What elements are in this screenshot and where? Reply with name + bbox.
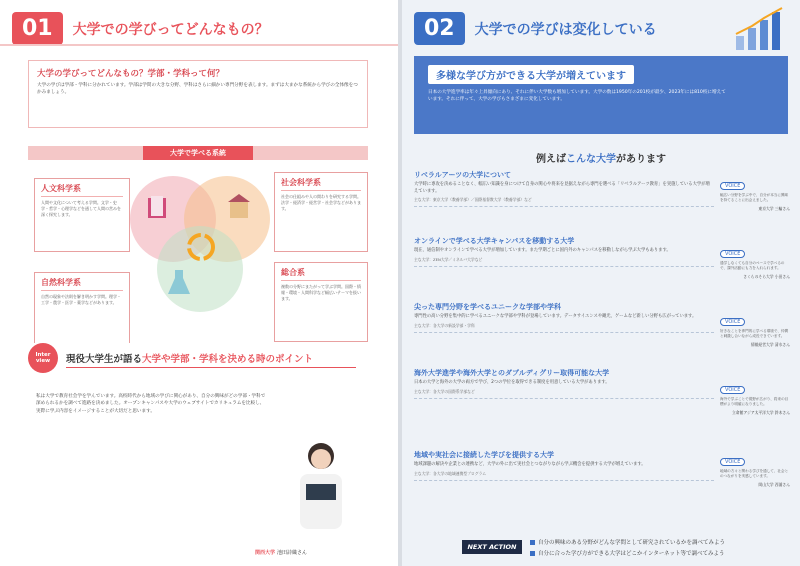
section-number: 01 [12,12,63,45]
card-title: オンラインで学べる大学キャンパスを移動する大学 [414,237,575,245]
interviewee-name: 池田詩織さん [277,550,308,556]
examples-heading [414,150,788,165]
field-title: 自然科学系 [41,277,123,291]
field-band [28,146,368,160]
question-text: 大学の学びは学部・学科に分かれています。学部は学問の大きな分野、学科はさらに細かい専門分野を表します。まずは大まかな系統から学びの全体像をつかみましょう。 [37,83,358,96]
section-01-header [12,12,269,45]
field-title: 総合系 [281,267,361,281]
next-action-text: 自分の興味のある分野がどんな学問として研究されているかを調べてみよう [538,540,726,546]
voice-text: 地域の方々と関わる学びを通して、社会とのつながりを実感しています。 [720,469,789,479]
example-card-2 [414,236,714,267]
voice-name: 岡山大学 西浦さん [758,481,790,487]
interview-section [28,343,368,556]
interview-text: 私は大学で教育社会学を学んでいます。高校時代から地域の学びに関心があり、自分の興味がどの学部・学科で深められるかを調べて進路を決めました。オープンキャンパスや大学のウェブサイトでカリキュラムを比較し、実際に学ぶ内容をイメージすることが大切だと思います。 [36,394,266,414]
hero-title: 多様な学び方ができる大学が増えています [428,65,634,84]
voice-name: 東京大学 三輪さん [758,205,790,211]
field-title: 人文科学系 [41,183,123,197]
voice-name: 立命館アジア太平洋大学 鈴木さん [731,409,790,415]
next-action-text: 自分に合った学び方ができる大学はどこかインターネット等で調べてみよう [538,551,725,557]
field-humanities [34,178,130,252]
voice-text: 海外で学ぶことで視野が広がり、将来の目標がより明確になりました。 [720,397,789,407]
building-icon [226,192,252,220]
card-desc: 地域課題の解決や企業との連携など、大学の外に出て実社会とつながりながら学ぶ機会を提供する大学が増えています。 [414,462,646,467]
cycle-arrows-icon [184,230,218,264]
section-title: 大学での学びってどんなもの？ [72,21,269,38]
voice-text: 好きなことを専門的に学べる環境で、仲間と刺激し合いながら成長できています。 [720,329,789,339]
voice-text: 幅広い分野を学ぶ中で、自分が本当に興味を持てることに出会えました。 [720,193,789,203]
voice-name: さくらのそら大学 小田さん [743,273,790,279]
card-title: 地域や実社会に接続した学びを提供する大学 [414,451,554,459]
voice-tag: VOICE [720,458,745,466]
field-desc: 社会の仕組みや人の関わりを研究する学問。法学・経済学・経営学・社会学などがあります。 [281,194,361,211]
card-desc: 大学時に専攻を決めることなく、幅広い知識を身につけて自身の関心や将来を見据えながら専門を選べる「リベラルアーツ教育」を実施している大学が増えています。 [414,182,710,194]
section-number: 02 [414,12,465,45]
next-action-item-2 [530,549,725,557]
voice-5 [720,448,790,488]
card-desc: 現在、通信制やオンラインで学べる大学が増加しています。また学期ごとに国内外のキャンパスを移動しながら学ぶ大学もあります。 [414,248,671,253]
voice-4 [720,376,790,416]
hero-box [414,56,788,134]
voice-3 [720,308,790,348]
next-action-label: NEXT ACTION [462,540,522,554]
interview-title-b: 大学や学部・学科を決める時のポイント [142,354,314,365]
section-02-header [414,12,657,45]
book-icon [146,194,168,220]
next-action-item-1 [530,538,725,546]
field-desc: 人間や文化について考える学問。文学・史学・哲学・心理学などを通して人間の営みを深く探究します。 [41,200,121,217]
voice-text: 通学しなくても自分のペースで学べるので、課外活動にも力を入れられます。 [720,261,785,271]
field-general [274,262,368,342]
checkbox-icon [530,551,535,556]
card-title: リベラルアーツの大学について [414,171,512,179]
venn-diagram [130,168,270,318]
field-desc: 自然の現象や法則を解き明かす学問。理学・工学・農学・医学・薬学などがあります。 [41,294,121,305]
field-social [274,172,368,252]
example-card-3 [414,302,714,333]
section-title: 大学での学びは変化している [474,21,657,38]
example-card-1 [414,170,714,207]
hero-text: 日本の大学進学率は年々上昇傾向にあり、それに伴い大学数も増加しています。大学の数は1950年の201校が最少、2023年には810校に増えています。それに伴って、大学の学びもさまざまに変化しています。 [428,90,726,103]
interview-title-a: 現役大学生が語る [66,354,143,365]
card-universities: 主な大学：各大学の地域連携型プログラム [414,470,487,476]
card-universities: 主な大学：各大学の新設学部・学科 [414,322,475,328]
question-title: 大学の学びってどんなもの？学部・学科って何？ [37,69,225,79]
example-card-5 [414,450,714,481]
interview-badge: Inter view [28,343,58,373]
card-desc: 日本の大学と海外の大学の両方で学び、2つの学位を取得できる制度を用意している大学があります。 [414,380,610,385]
interviewee-caption [252,548,310,557]
question-box [28,60,368,128]
card-universities: 主な大学：各大学の国際系学部など [414,388,475,394]
checkbox-icon [530,540,535,545]
student-photo [286,434,356,529]
voice-tag: VOICE [720,386,745,394]
left-page [0,0,398,566]
field-desc: 複数の分野にまたがって学ぶ学問。国際・情報・環境・人間科学など幅広いテーマを扱います。 [281,284,361,301]
bar-graph-icon [732,6,792,52]
examples-c: があります [616,154,666,165]
voice-name: 情報経営大学 清水さん [750,341,790,347]
voice-tag: VOICE [720,182,745,190]
right-page [402,0,800,566]
field-band-label: 大学で学べる系統 [143,146,253,160]
voice-1 [720,172,790,212]
voice-2 [720,240,790,280]
card-title: 海外大学進学や海外大学とのダブルディグリー取得可能な大学 [414,369,610,377]
example-card-4 [414,368,714,399]
flask-icon [166,268,192,296]
card-desc: 専門性の高い分野を集中的に学べるユニークな学部や学科が登場しています。データサイエンスや観光、ゲームなど新しい分野も広がっています。 [414,314,697,319]
header-divider [0,44,398,50]
voice-tag: VOICE [720,318,745,326]
interview-underline [66,367,356,370]
card-universities: 主な大学：ZEN大学／ミネルバ大学など [414,256,483,262]
field-title: 社会科学系 [281,177,361,191]
card-universities: 主な大学：東京大学（教養学部）／国際基督教大学（教養学部）など [414,197,532,203]
examples-a: 例えば [536,154,566,165]
interviewee-school: 関西大学 [255,550,276,556]
interview-title [66,351,313,365]
card-title: 尖った専門分野を学べるユニークな学部や学科 [414,303,561,311]
examples-b: こんな大学 [566,154,616,165]
field-natural [34,272,130,350]
voice-tag: VOICE [720,250,745,258]
